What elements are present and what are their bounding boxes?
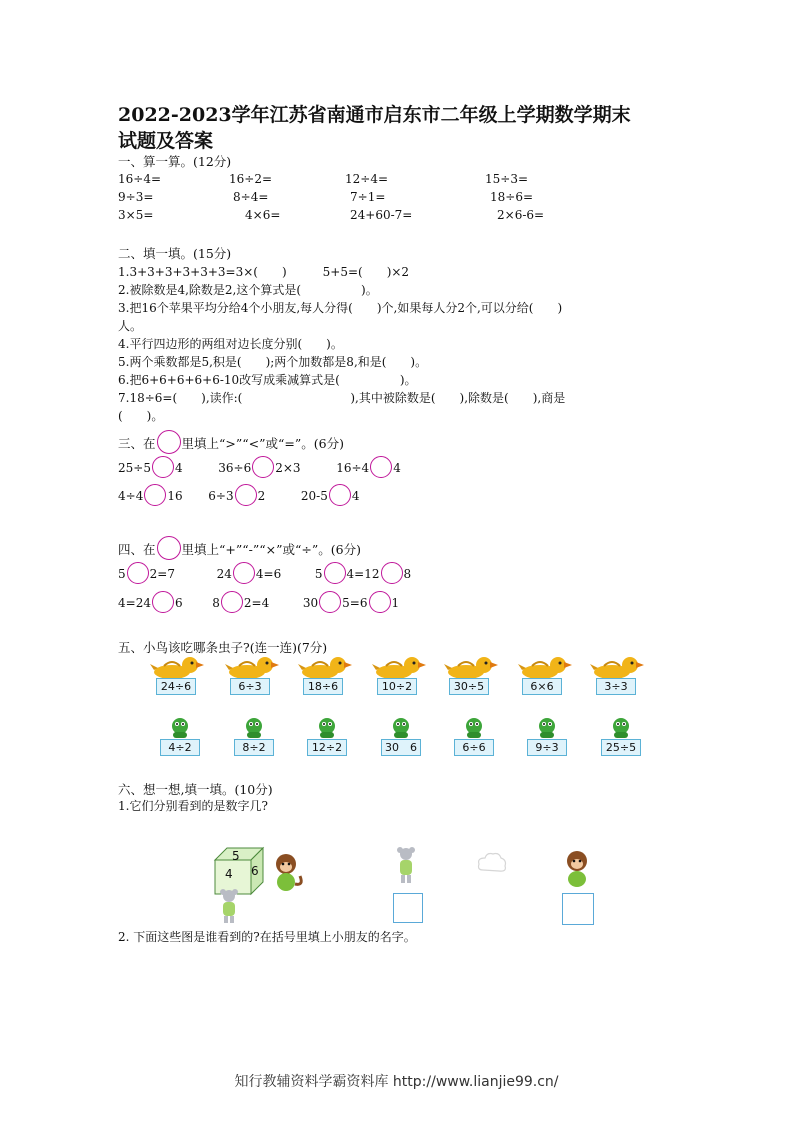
answer-circle[interactable] xyxy=(319,591,341,613)
calc-item: 8÷4= xyxy=(233,190,269,204)
expr: 2=4 xyxy=(243,596,270,610)
cube-front-number: 4 xyxy=(225,867,233,881)
expr: 20-5 xyxy=(300,489,328,503)
bird-card[interactable]: 6÷3 xyxy=(230,678,270,695)
expr: 6 xyxy=(174,596,183,610)
fill-line: 人。 xyxy=(118,319,143,333)
bird-card[interactable]: 24÷6 xyxy=(156,678,196,695)
expr: 4÷4 xyxy=(118,489,144,503)
expr: 16 xyxy=(167,489,183,503)
calc-item: 18÷6= xyxy=(490,190,534,204)
expr: 5=6 xyxy=(342,596,368,610)
worm-card[interactable]: 25÷5 xyxy=(601,739,641,756)
answer-circle[interactable] xyxy=(329,484,351,506)
answer-circle[interactable] xyxy=(235,484,257,506)
expr: 8 xyxy=(403,567,412,581)
compare-row xyxy=(118,484,360,506)
expr: 8 xyxy=(212,596,220,610)
circle-icon xyxy=(157,430,181,454)
bird-card[interactable]: 6×6 xyxy=(522,678,562,695)
cube-side-number: 6 xyxy=(251,864,259,878)
answer-circle[interactable] xyxy=(233,562,255,584)
compare-row xyxy=(118,456,401,478)
answer-circle[interactable] xyxy=(152,591,174,613)
fill-line: 5.两个乘数都是5,积是( );两个加数都是8,和是( )。 xyxy=(118,355,428,369)
worm-card[interactable]: 8÷2 xyxy=(234,739,274,756)
section-4-header xyxy=(118,536,361,560)
fill-line: 1.3+3+3+3+3+3=3×( ) 5+5=( )×2 xyxy=(118,265,410,279)
operator-row xyxy=(118,562,411,584)
worm-card[interactable]: 4÷2 xyxy=(160,739,200,756)
answer-circle[interactable] xyxy=(324,562,346,584)
header-pre: 三、在 xyxy=(118,436,156,451)
footer-watermark: 知行教辅资料学霸资料库 http://www.lianjie99.cn/ xyxy=(234,1074,559,1090)
calc-item: 24+60-7= xyxy=(350,208,413,222)
expr: 24 xyxy=(216,567,232,581)
expr: 2×3 xyxy=(275,461,301,475)
fill-line: 2.被除数是4,除数是2,这个算式是( )。 xyxy=(118,283,378,297)
expr: 4=6 xyxy=(255,567,282,581)
question-1: 1.它们分别看到的是数字几? xyxy=(118,799,268,813)
header-post: 里填上“>”“<”或“=”。(6分) xyxy=(181,436,344,451)
header-pre: 四、在 xyxy=(118,542,156,557)
answer-box[interactable] xyxy=(393,893,423,923)
answer-circle[interactable] xyxy=(152,456,174,478)
cube-top-number: 5 xyxy=(232,849,240,863)
mouse-icon xyxy=(216,888,242,924)
expr: 2 xyxy=(257,489,266,503)
section-2-header: 二、填一填。(15分) xyxy=(118,246,232,261)
monkey-icon xyxy=(561,849,595,889)
worm-card[interactable]: 6÷6 xyxy=(454,739,494,756)
fill-line: 3.把16个苹果平均分给4个小朋友,每人分得( )个,如果每人分2个,可以分给( ) xyxy=(118,301,563,315)
answer-circle[interactable] xyxy=(144,484,166,506)
section-1-header: 一、算一算。(12分) xyxy=(118,154,232,169)
header-post: 里填上“+”“-”“×”或“÷”。(6分) xyxy=(181,542,361,557)
answer-circle[interactable] xyxy=(127,562,149,584)
expr: 1 xyxy=(391,596,400,610)
answer-box[interactable] xyxy=(562,893,594,925)
fill-line: 7.18÷6=( ),读作:( ),其中被除数是( ),除数是( ),商是 xyxy=(118,391,566,405)
operator-row xyxy=(118,591,399,613)
bird-card[interactable]: 30÷5 xyxy=(449,678,489,695)
expr: 4 xyxy=(351,489,360,503)
expr: 5 xyxy=(118,567,126,581)
expr: 36÷6 xyxy=(218,461,252,475)
answer-circle[interactable] xyxy=(369,591,391,613)
expr: 4=24 xyxy=(118,596,151,610)
calc-item: 2×6-6= xyxy=(497,208,545,222)
expr: 5 xyxy=(314,567,323,581)
bird-card[interactable]: 18÷6 xyxy=(303,678,343,695)
calc-item: 15÷3= xyxy=(485,172,529,186)
calc-item: 4×6= xyxy=(245,208,281,222)
expr: 4 xyxy=(174,461,183,475)
circle-icon xyxy=(157,536,181,560)
calc-item: 12÷4= xyxy=(345,172,389,186)
expr: 2=7 xyxy=(149,567,175,581)
bird-card[interactable]: 10÷2 xyxy=(377,678,417,695)
fill-line: ( )。 xyxy=(118,409,164,423)
section-3-header xyxy=(118,430,344,454)
mouse-icon xyxy=(393,845,419,885)
expr: 16÷4 xyxy=(336,461,370,475)
cloud-icon xyxy=(477,850,507,876)
fill-line: 6.把6+6+6+6+6-10改写成乘减算式是( )。 xyxy=(118,373,417,387)
calc-item: 3×5= xyxy=(118,208,154,222)
section-5-header: 五、小鸟该吃哪条虫子?(连一连)(7分) xyxy=(118,640,328,655)
monkey-icon xyxy=(270,852,306,894)
expr: 30 xyxy=(302,596,319,610)
calc-item: 9÷3= xyxy=(118,190,154,204)
expr: 4 xyxy=(393,461,401,475)
question-2: 2. 下面这些图是谁看到的?在括号里填上小朋友的名字。 xyxy=(118,930,416,944)
calc-item: 7÷1= xyxy=(350,190,386,204)
expr: 4=12 xyxy=(346,567,380,581)
section-6-header: 六、想一想,填一填。(10分) xyxy=(118,782,273,797)
title-line-2: 试题及答案 xyxy=(118,130,214,152)
fill-line: 4.平行四边形的两组对边长度分别( )。 xyxy=(118,337,343,351)
answer-circle[interactable] xyxy=(370,456,392,478)
calc-item: 16÷4= xyxy=(118,172,162,186)
answer-circle[interactable] xyxy=(252,456,274,478)
worm-card[interactable]: 30 6 xyxy=(381,739,421,756)
expr: 6÷3 xyxy=(208,489,234,503)
calc-item: 16÷2= xyxy=(229,172,273,186)
expr: 25÷5 xyxy=(118,461,151,475)
answer-circle[interactable] xyxy=(381,562,403,584)
worm-card[interactable]: 9÷3 xyxy=(527,739,567,756)
bird-card[interactable]: 3÷3 xyxy=(596,678,636,695)
title-line-1: 2022-2023学年江苏省南通市启东市二年级上学期数学期末 xyxy=(118,104,631,126)
answer-circle[interactable] xyxy=(221,591,243,613)
worm-card[interactable]: 12÷2 xyxy=(307,739,347,756)
